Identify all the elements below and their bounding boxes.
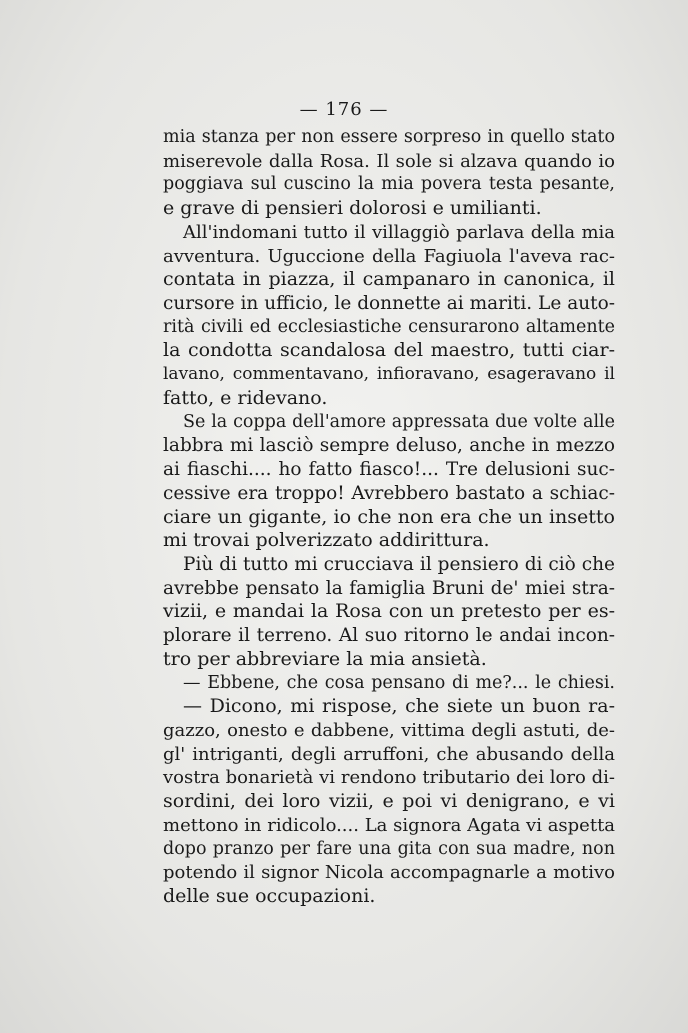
text-line: tro per abbreviare la mia ansietà.: [163, 647, 487, 670]
text-line: potendo il signor Nicola accompagnarle a motivo: [163, 862, 615, 884]
text-line: dopo pranzo per fare una gita con sua madre, non: [163, 838, 615, 859]
text-line: plorare il terreno. Al suo ritorno le andai incon-: [163, 625, 615, 647]
text-line: — Dicono, mi rispose, che siete un buon ra-: [183, 695, 615, 718]
text-line: vostra bonarietà vi rendono tributario dei loro di-: [163, 767, 615, 789]
text-line: avrebbe pensato la famiglia Bruni de' miei stra-: [163, 577, 615, 599]
text-line: cursore in ufficio, le donnette ai mariti. Le auto-: [163, 293, 615, 315]
text-line: ciare un gigante, io che non era che un insetto: [163, 505, 615, 528]
text-line: — Ebbene, che cosa pensano di me?... le chiesi.: [183, 672, 615, 693]
text-line: Se la coppa dell'amore appressata due volte alle: [183, 411, 615, 432]
body-text: [163, 126, 615, 909]
text-line: gazzo, onesto e dabbene, vittima degli astuti, de-: [163, 719, 615, 741]
page-number: — 176 —: [299, 99, 389, 120]
text-line: mi trovai polverizzato addirittura.: [163, 529, 490, 552]
text-line: Più di tutto mi crucciava il pensiero di ciò che: [183, 553, 615, 575]
text-line: contata in piazza, il campanaro in canonica, il: [163, 268, 615, 291]
text-line: vizii, e mandai la Rosa con un pretesto per es-: [163, 600, 615, 623]
text-line: mettono in ridicolo.... La signora Agata vi aspetta: [163, 814, 616, 836]
text-line: rità civili ed ecclesiastiche censurarono altamente: [163, 316, 615, 337]
text-line: miserevole dalla Rosa. Il sole si alzava quando io: [163, 150, 615, 172]
text-line: poggiava sul cuscino la mia povera testa pesante,: [163, 174, 615, 195]
text-line: cessive era troppo! Avrebbero bastato a schiac-: [163, 482, 615, 504]
text-line: e grave di pensieri dolorosi e umilianti.: [163, 197, 542, 220]
text-line: labbra mi lasciò sempre deluso, anche in mezzo: [163, 435, 615, 457]
text-line: sordini, dei loro vizii, e poi vi denigrano, e vi: [163, 790, 615, 813]
text-line: gl' intriganti, degli arruffoni, che abusando della: [163, 743, 615, 765]
text-line: delle sue occupazioni.: [163, 885, 376, 907]
text-line: fatto, e ridevano.: [163, 386, 328, 409]
text-line: la condotta scandalosa del maestro, tutti ciar-: [163, 339, 615, 362]
text-line: lavano, commentavano, infioravano, esageravano il: [163, 364, 615, 385]
text-line: ai fiaschi.... ho fatto fiasco!... Tre delusioni suc-: [163, 459, 615, 481]
text-line: avventura. Uguccione della Fagiuola l'aveva rac-: [163, 245, 615, 267]
text-line: All'indomani tutto il villaggiò parlava della mia: [183, 221, 615, 243]
text-line: mia stanza per non essere sorpreso in quello stato: [163, 127, 615, 147]
